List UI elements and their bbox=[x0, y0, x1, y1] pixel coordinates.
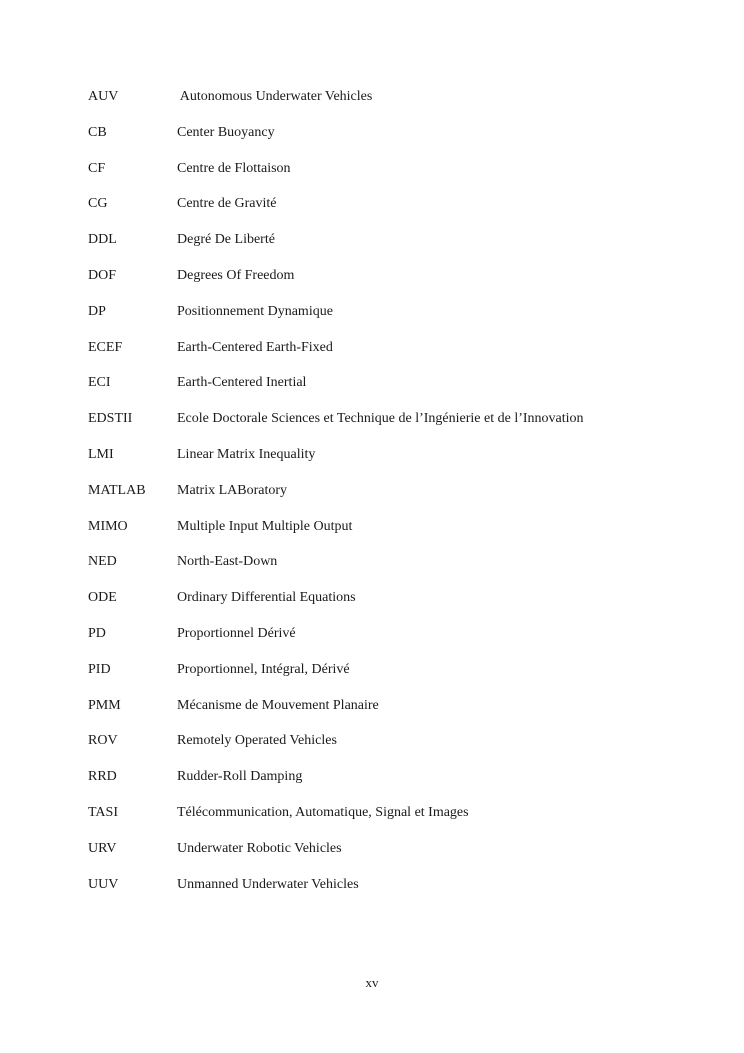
abbreviation-row bbox=[88, 373, 708, 409]
abbreviation-definition: Proportionnel Dérivé bbox=[177, 625, 296, 641]
abbreviation-term: TASI bbox=[88, 804, 118, 820]
abbreviation-row bbox=[88, 123, 708, 159]
abbreviation-term: CB bbox=[88, 124, 107, 140]
abbreviation-term: RRD bbox=[88, 769, 117, 785]
abbreviation-row bbox=[88, 696, 708, 732]
abbreviation-definition: Unmanned Underwater Vehicles bbox=[177, 876, 359, 892]
abbreviation-term: PMM bbox=[88, 697, 121, 713]
abbreviation-list bbox=[88, 87, 708, 910]
abbreviation-definition: Underwater Robotic Vehicles bbox=[177, 840, 342, 856]
abbreviation-definition: Earth-Centered Earth-Fixed bbox=[177, 339, 333, 355]
abbreviation-term: NED bbox=[88, 554, 117, 570]
abbreviation-definition: Degrees Of Freedom bbox=[177, 267, 295, 283]
abbreviation-definition: Degré De Liberté bbox=[177, 232, 275, 248]
abbreviation-term: PD bbox=[88, 625, 106, 641]
abbreviation-row bbox=[88, 481, 708, 517]
abbreviation-term: MATLAB bbox=[88, 482, 146, 498]
abbreviation-term: DOF bbox=[88, 267, 117, 283]
page-number: xv bbox=[365, 975, 379, 990]
abbreviation-definition: Positionnement Dynamique bbox=[177, 303, 333, 319]
abbreviation-term: UUV bbox=[88, 876, 119, 892]
abbreviation-definition: Rudder-Roll Damping bbox=[177, 769, 303, 785]
abbreviation-definition: Mécanisme de Mouvement Planaire bbox=[177, 697, 379, 713]
abbreviation-definition: Earth-Centered Inertial bbox=[177, 375, 307, 391]
abbreviation-row bbox=[88, 302, 708, 338]
abbreviation-row bbox=[88, 839, 708, 875]
abbreviation-row bbox=[88, 445, 708, 481]
abbreviation-definition: Remotely Operated Vehicles bbox=[177, 733, 337, 749]
abbreviation-row bbox=[88, 588, 708, 624]
abbreviation-definition: Proportionnel, Intégral, Dérivé bbox=[177, 661, 350, 677]
abbreviation-term: PID bbox=[88, 661, 111, 677]
abbreviation-term: EDSTII bbox=[88, 411, 133, 427]
abbreviation-definition: Centre de Gravité bbox=[177, 196, 277, 212]
abbreviation-term: MIMO bbox=[88, 518, 128, 534]
abbreviation-definition: Center Buoyancy bbox=[177, 124, 275, 140]
abbreviation-row bbox=[88, 552, 708, 588]
abbreviation-term: DDL bbox=[88, 232, 117, 248]
abbreviation-row bbox=[88, 517, 708, 553]
abbreviation-row bbox=[88, 803, 708, 839]
abbreviation-row bbox=[88, 230, 708, 266]
abbreviation-row bbox=[88, 266, 708, 302]
abbreviation-term: CG bbox=[88, 196, 108, 212]
abbreviation-definition: Matrix LABoratory bbox=[177, 482, 288, 498]
abbreviation-row bbox=[88, 409, 708, 445]
abbreviation-definition: North-East-Down bbox=[177, 554, 278, 570]
abbreviation-term: AUV bbox=[88, 89, 119, 104]
abbreviation-definition: Multiple Input Multiple Output bbox=[177, 518, 353, 534]
abbreviation-definition: Ordinary Differential Equations bbox=[177, 590, 356, 606]
abbreviation-row bbox=[88, 87, 708, 123]
abbreviation-definition: Télécommunication, Automatique, Signal et Images bbox=[177, 804, 469, 820]
abbreviation-term: ECI bbox=[88, 375, 111, 391]
abbreviation-definition: Ecole Doctorale Sciences et Technique de l’Ingénierie et de l’Innovation bbox=[177, 411, 584, 427]
abbreviation-row bbox=[88, 194, 708, 230]
abbreviation-row bbox=[88, 660, 708, 696]
abbreviation-term: LMI bbox=[88, 446, 114, 462]
abbreviation-term: ROV bbox=[88, 733, 118, 749]
abbreviation-term: URV bbox=[88, 840, 117, 856]
abbreviation-row bbox=[88, 338, 708, 374]
abbreviation-definition: Autonomous Underwater Vehicles bbox=[177, 89, 373, 104]
abbreviation-row bbox=[88, 624, 708, 660]
abbreviation-term: DP bbox=[88, 303, 106, 319]
abbreviation-term: ECEF bbox=[88, 339, 123, 355]
abbreviation-definition: Centre de Flottaison bbox=[177, 160, 291, 176]
abbreviation-row bbox=[88, 767, 708, 803]
abbreviation-term: ODE bbox=[88, 590, 117, 606]
abbreviation-row bbox=[88, 875, 708, 911]
abbreviation-row bbox=[88, 731, 708, 767]
abbreviation-term: CF bbox=[88, 160, 106, 176]
abbreviation-definition: Linear Matrix Inequality bbox=[177, 446, 316, 462]
abbreviation-row bbox=[88, 159, 708, 195]
